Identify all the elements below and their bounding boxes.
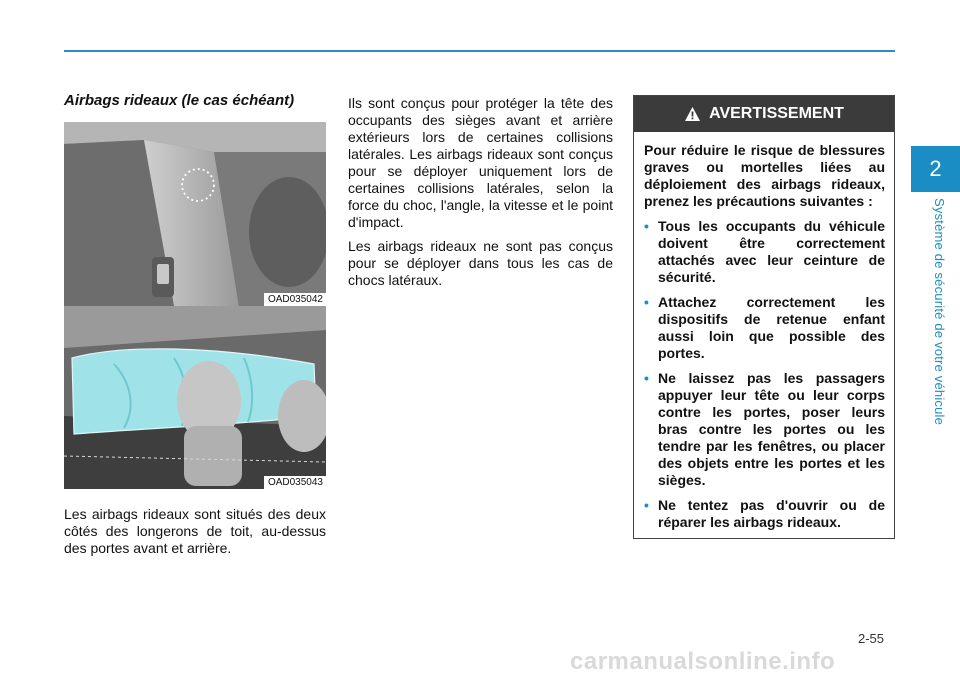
bullet-icon: • <box>644 497 649 513</box>
list-item-text: Ne tentez pas d'ouvrir ou de réparer les airbags rideaux. <box>658 497 885 530</box>
description-column <box>348 95 613 296</box>
list-item <box>644 218 885 286</box>
roof-rail-illustration <box>64 122 326 306</box>
chapter-number: 2 <box>929 156 942 181</box>
figure-code: OAD035042 <box>264 293 326 306</box>
page-number: 2-55 <box>858 631 885 646</box>
list-item-text: Attachez correctement les dispositifs de retenue enfant aussi loin que possible des portes. <box>658 294 885 361</box>
section-title: Airbags rideaux (le cas échéant) <box>64 92 295 109</box>
header-rule <box>64 50 895 52</box>
list-item-text: Ne laissez pas les passagers appuyer leur tête ou leur corps contre les portes, poser leurs bras contre les portes ou les tendre par les fenêtres, ou placer des objets entre les portes et les sièges. <box>658 370 885 488</box>
bullet-icon: • <box>644 218 649 234</box>
curtain-airbag-illustration <box>64 306 326 489</box>
figure-code: OAD035043 <box>264 476 326 489</box>
list-item <box>644 497 885 531</box>
bullet-icon: • <box>644 294 649 310</box>
watermark: carmanualsonline.info <box>570 648 836 675</box>
warning-intro: Pour réduire le risque de blessures graves ou mortelles liées au déploiement des airbags rideaux, prenez les précautions suivantes : <box>644 142 885 209</box>
list-item-text: Tous les occupants du véhicule doivent être correctement attachés avec leur ceinture de sécurité. <box>658 218 885 285</box>
figure-roof-rail <box>64 122 326 306</box>
warning-box <box>633 95 895 539</box>
paragraph: Les airbags rideaux ne sont pas conçus pour se déployer dans tous les cas de chocs latéraux. <box>348 238 613 288</box>
warning-list <box>644 218 885 531</box>
list-item <box>644 294 885 362</box>
warning-title: AVERTISSEMENT <box>709 105 844 122</box>
chapter-number-tab <box>911 146 960 192</box>
warning-header <box>634 96 894 132</box>
bullet-icon: • <box>644 370 649 386</box>
curtain-airbag-location-text: Les airbags rideaux sont situés des deux côtés des longerons de toit, au-dessus des portes avant et arrière. <box>64 506 326 556</box>
chapter-title-vertical: Système de sécurité de votre véhicule <box>932 198 947 426</box>
paragraph: Ils sont conçus pour protéger la tête des occupants des sièges avant et arrière extérieurs lors de certaines collisions latérales. Les airbags rideaux sont conçus pour se déployer uniquement lors de certaines collisions latérales, selon la force du choc, l'angle, la vitesse et le point d'impact. <box>348 95 613 230</box>
figure-curtain-airbag <box>64 306 326 489</box>
warning-triangle-icon <box>684 106 701 122</box>
list-item <box>644 370 885 489</box>
